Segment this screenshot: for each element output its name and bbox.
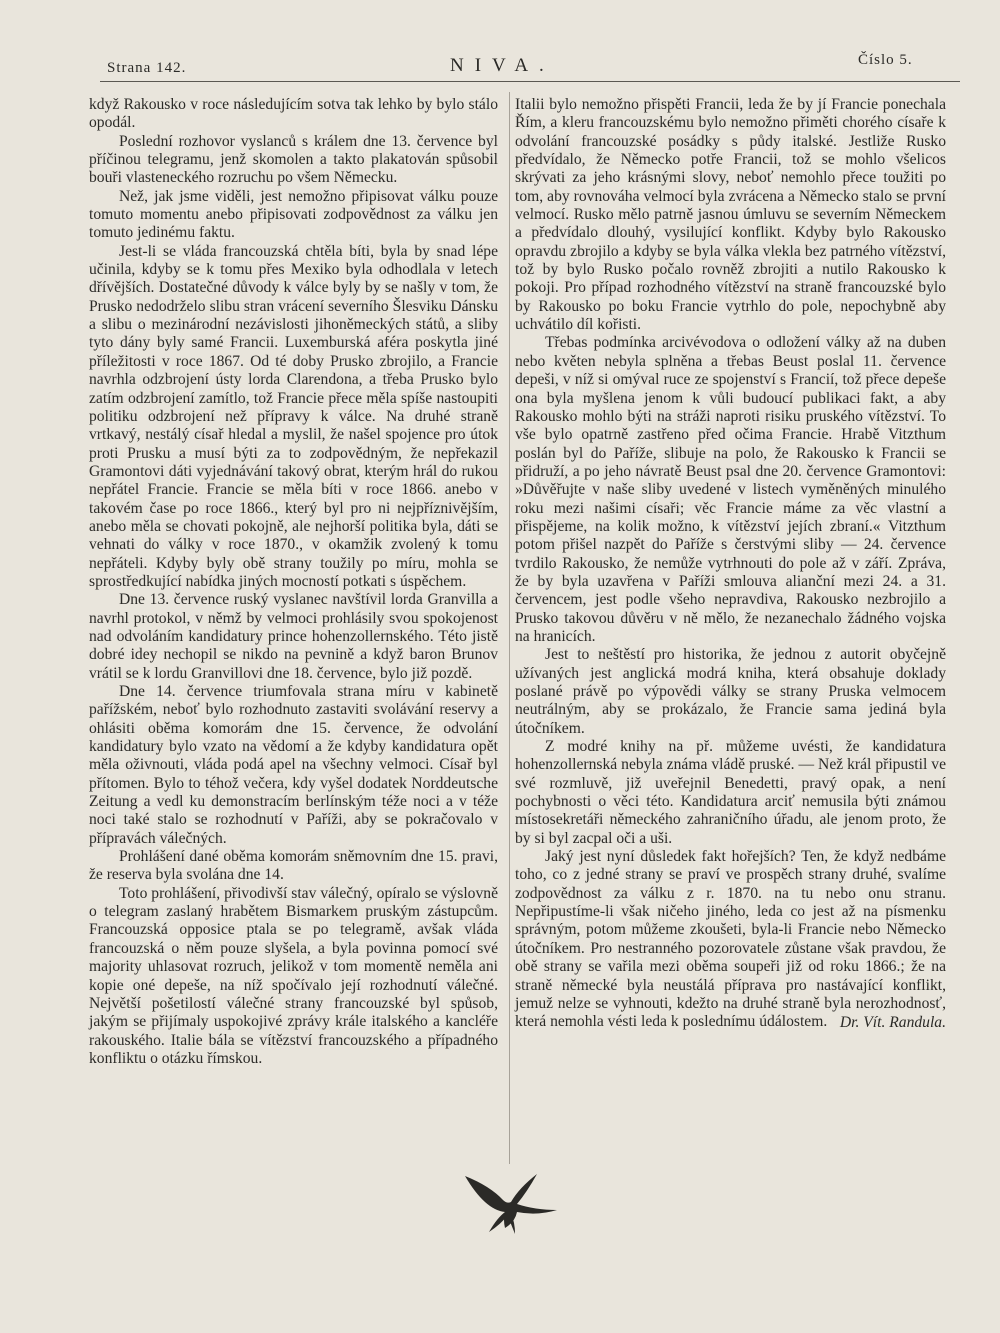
left-column <box>89 96 498 1068</box>
journal-title: NIVA. <box>450 55 555 76</box>
paragraph: Jest to neštěstí pro historika, že jednou z autorit obyčejně užívaných jest anglická modrá kniha, která obsahuje doklady poslané právě po výpovědi války se strany Pruska velmocem neutrálným, aby se prokázalo, že Francie sama jediná byla útočníkem. <box>515 646 946 737</box>
author-signature: Dr. Vít. Randula. <box>839 1013 946 1031</box>
page-number: Strana 142. <box>107 60 187 76</box>
swallow-vignette-icon <box>445 1166 575 1236</box>
paragraph: Poslední rozhovor vyslanců s králem dne 13. července byl příčinou telegramu, jenž skomolen a takto plakatován spůsobil bouři vlasteneckého rozruchu po všem Německu. <box>89 132 498 187</box>
paragraph: Jest-li se vláda francouzská chtěla bíti, byla by snad lépe učinila, kdyby se k tomu přes Mexiko byla odhodlala v letech dřívějších. Dostatečné důvody k válce byly by se našly v tom, že Prusko nedodrželo slibu stran vrácení severního Šlesviku Dánsku a slibu o mezinárodní nezávislosti jihoněmeckých států, a sliby tyto dány byly samé Francii. Luxemburská aféra poskytla jiné příležitosti v roce 1867. Od té doby Prusko zbrojilo, a Francie navrhla odzbrojení ústy lorda Clarendona, a třeba Prusko bylo zatím odzbrojení zamítlo, tož Francie přece měla spíše nastoupiti politiku odzbrojení než přípravy k válce. Na druhé straně vrtkavý, nestálý císař hledal a myslil, že našel spojence pro útok proti Prusku a musí býti za to zodpovědným, že nepřekazil Gramontovi dáti vyjednávání takový obrat, kterým hrál do rukou nepřátel Francie. Francie se měla bíti v roce 1866. anebo v takovém čase po roce 1866., který byl pro ni nejpříznivějším, anebo měla se chovati pokojně, ale nejhorší politika byla, dáti se vehnati do války v roce 1870., v okamžik zvolený k tomu nepřáteli. Kdyby byly obě strany toužily po míru, mohla se sprostředkující nabídka jiných mocností potkati s úspěchem. <box>89 242 498 590</box>
paragraph: Než, jak jsme viděli, jest nemožno připisovat válku pouze tomuto momentu anebo připisovati zodpovědnost za válku jen tomuto jedinému faktu. <box>89 187 498 242</box>
paragraph: Dne 13. července ruský vyslanec navštívil lorda Granvilla a navrhl protokol, v němž by velmoci prohlásily svou spokojenost nad odvoláním kandidatury prince hohenzollernského. Této jistě dobré idey nechopil se nikdo na pevnině a když baron Brunov vrátil se k lordu Granvillovi dne 18. července, bylo již pozdě. <box>89 591 498 682</box>
page-header <box>0 50 1000 80</box>
paragraph: Třebas podmínka arcivévodova o odložení války až na duben nebo květen nebyla splněna a třebas Beust poslal 11. července depeši, v níž si omýval ruce ze spojenství s Francií, tož přece depeše ona byla myšlena jenom k vůli budoucí publikaci fakt, a aby Rakousko mohlo býti na stráži naproti risiku pruského vítězství. To vše bylo opatrně zastřeno před očima Francie. Hrabě Vitzthum poslán byl do Paříže, slibuje na polo, že Rakousko k Francii se přidruží, a po jeho návratě Beust psal dne 20. července Gramontovi: »Důvěřujte v naše sliby uvedené v listech vyměněných minulého roku mezi našimi císaři; věc Francie máme za věc vlastní a přispějeme, na kolik možno, k vítězství jejích zbraní.« Vitzthum potom přišel nazpět do Paříže s čerstvými sliby — 24. července tvrdilo Rakousko, že nemůže vytrhnouti do pole až v září. Zpráva, že by byla uzavřena v Paříži smlouva alianční mezi 24. a 31. červencem, jest podle všeho nepravdiva, Rakousko nezbrojilo a Prusko takovou důvěru v ně mělo, že nezanechalo žádného vojska na hranicích. <box>515 334 946 645</box>
header-rule <box>100 81 960 82</box>
paragraph: Italii bylo nemožno přispěti Francii, leda že by jí Francie ponechala Řím, a kleru francouzskému bylo nemožno přiměti chorého císaře k odvolání francouzské posádky s půdy italské. Jestliže Rusko předvídalo, že Německo potře Francii, tož se mohlo všelicos skrývati za jeho krásnými slovy, neboť nemohlo přece toužiti po tom, aby rovnováha velmocí byla zvrácena a Německo stalo se první velmocí. Rusko mělo patrně jasnou úmluvu se severním Německem a předvídalo dlouhý, vysilující konflikt. Kdyby bylo Rakousko opravdu zbrojilo a kdyby se byla válka vlekla bez patrného vítězství, tož by bylo Rusko počalo rovněž zbrojiti a nutilo Rakousko k pokoji. Pro případ rozhodného vítězství na straně francouzské bylo by Rakousko po boku Francie vytrhlo do pole, nepochybně aby uchvátilo díl kořisti. <box>515 96 946 334</box>
paragraph: Toto prohlášení, přivodivší stav válečný, opíralo se výslovně o telegram zaslaný hrabětem Bismarkem pruským zástupcům. Francouzská opposice ptala se po telegramě, avšak vláda francouzská o něm pouze slyšela, a byla povinna pomocí své majority uhlasovat rozruch, jelikož v tom momentě neměla ani kopie oné depeše, na níž spočívalo její rozhodnutí válečné. Největší pošetilostí válečné strany francouzské byl spůsob, jakým se přijímaly uspokojivé zprávy krále italského a kancléře rakouského. Italie bála se vítězství francouzského a případného konfliktu o otázku římskou. <box>89 884 498 1067</box>
paragraph: Jaký jest nyní důsledek fakt hořejších? Ten, že když nedbáme toho, co z jedné strany se praví ve prospěch strany druhé, svalíme zodpovědnost za válku z r. 1870. na tu nebo onu stranu. Nepřipustíme-li však ničeho jiného, leda co jest až na písmenku správným, potom můžeme zkoušeti, byla-li Francie nebo Německo útočníkem. Pro nestranného pozorovatele zůstane však pravdou, že obě strany se vařila mezi oběma soupeři již od roku 1866.; že na straně německé byla neustálá příprava pro nastávající konflikt, jemuž nelze se vyhnouti, kdežto na druhé straně byla nerozhodnosť, která nemohla vésti leda k poslednímu údálostem. <box>515 848 946 1031</box>
paragraph: Dne 14. července triumfovala strana míru v kabinetě pařížském, neboť bylo rozhodnuto zastaviti svolávání reservy a ohlásiti oběma komorám dne 15. července, že odvolání kandidatury bylo vzato na vědomí a že kdyby kandidatura opět měla oživnouti, vláda podá apel na všechny velmoci. Císař byl přítomen. Bylo to téhož večera, kdy vyšel dodatek Norddeutsche Zeitung a vedl ku demonstracím berlínským téže noci a v téže noci také stalo se rozhodnutí v Paříži, aby se pokračovalo v přípravách válečných. <box>89 683 498 847</box>
column-divider <box>509 92 510 1164</box>
paragraph: Z modré knihy na př. můžeme uvésti, že kandidatura hohenzollernská nebyla známa vládě pruské. — Než král připustil ve své rozmluvě, již uveřejnil Benedetti, pravý opak, a není pochybnosti o věci této. Kandidatura arciť nemusila býti známou místosekretáři německého zahraničního úřadu, ale jenom proto, že by si byl zacpal oči a uši. <box>515 738 946 847</box>
paragraph: Prohlášení dané oběma komorám sněmovním dne 15. pravi, že reserva byla svolána dne 14. <box>89 848 498 884</box>
issue-number: Číslo 5. <box>858 52 913 68</box>
paragraph: když Rakousko v roce následujícím sotva tak lehko by bylo stálo opodál. <box>89 96 498 132</box>
right-column <box>515 96 946 1032</box>
